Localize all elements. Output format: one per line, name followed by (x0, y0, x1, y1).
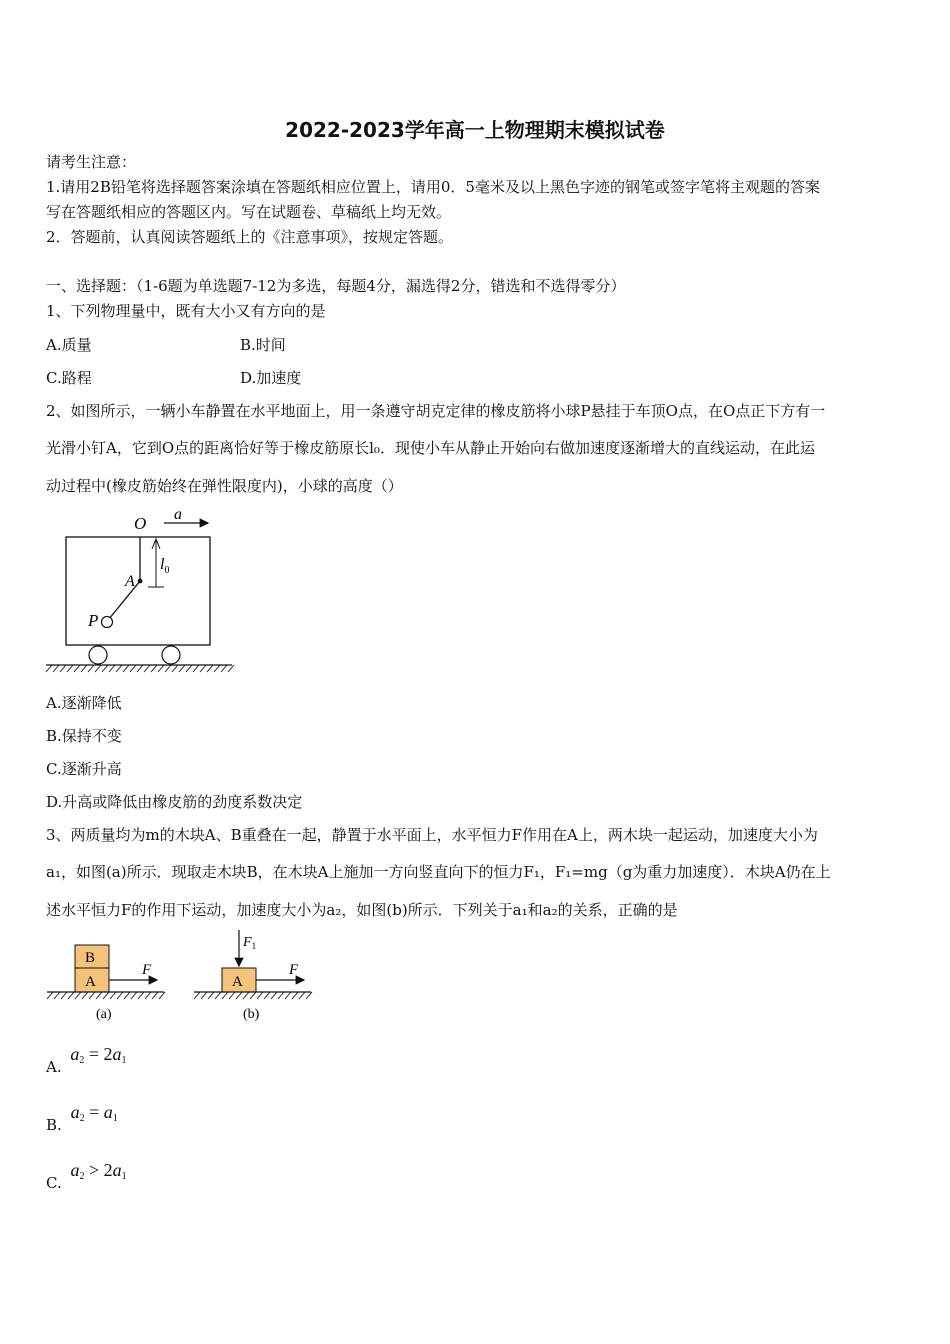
hatch-stroke (179, 665, 185, 672)
q3-stem-line3: 述水平恒力F的作用下运动，加速度大小为a₂，如图(b)所示．下列关于a₁和a₂的关系，正确的是 (46, 901, 678, 919)
block-A-label-b: A (232, 974, 243, 990)
hatch-stroke (124, 992, 130, 999)
hatch-stroke (159, 992, 165, 999)
hatch-stroke (207, 665, 213, 672)
ball-P (102, 617, 113, 628)
hatch-stroke (194, 992, 200, 999)
q2-cart-figure (40, 505, 240, 680)
block-A-label-a: A (85, 974, 96, 990)
hatch-stroke (138, 992, 144, 999)
fig-label-A: A (125, 573, 135, 590)
hatch-stroke (95, 665, 101, 672)
hatch-stroke (116, 665, 122, 672)
hatch-stroke (228, 665, 234, 672)
q2-stem-line1: 2、如图所示，一辆小车静置在水平地面上，用一条遵守胡克定律的橡皮筋将小球P悬挂于车顶O点，在O点正下方有一 (46, 402, 826, 420)
hatch-stroke (110, 992, 116, 999)
q3-stem-line2: a₁，如图(a)所示．现取走木块B，在木块A上施加一方向竖直向下的恒力F₁，F₁=mg（g为重力加速度）．木块A仍在上 (46, 863, 831, 881)
hatch-stroke (46, 665, 52, 672)
hatch-stroke (145, 992, 151, 999)
notice-line2: 2．答题前，认真阅读答题纸上的《注意事项》，按规定答题。 (46, 228, 454, 246)
q2-option-d: D.升高或降低由橡皮筋的劲度系数决定 (46, 793, 303, 811)
page-title: 2022-2023学年高一上物理期末模拟试卷 (285, 118, 665, 142)
q1-stem: 1、下列物理量中，既有大小又有方向的是 (46, 302, 326, 320)
hatch-stroke (165, 665, 171, 672)
fig-label-O: O (134, 514, 147, 533)
hatch-stroke (131, 992, 137, 999)
q1-option-b: B.时间 (240, 336, 286, 354)
hatch-stroke (109, 665, 115, 672)
block-B-label: B (85, 950, 96, 966)
q1-option-d: D.加速度 (240, 369, 302, 387)
fig-label-a: a (174, 506, 182, 523)
hatch-stroke (221, 665, 227, 672)
hatch-stroke (96, 992, 102, 999)
q2-stem-line3: 动过程中(橡皮筋始终在弹性限度内)，小球的高度（） (46, 477, 403, 495)
hatch-stroke (158, 665, 164, 672)
notice-heading: 请考生注意： (46, 153, 137, 171)
hatch-stroke (82, 992, 88, 999)
ground-hatching (46, 665, 234, 672)
force-F-label-b: F (289, 962, 299, 978)
q2-option-a: A.逐渐降低 (46, 694, 122, 712)
hatch-stroke (292, 992, 298, 999)
cart-wheel-left (89, 646, 107, 664)
q2-option-b: B.保持不变 (46, 727, 122, 745)
fig-label-l0: $l_0$ (160, 556, 170, 576)
hatch-stroke (229, 992, 235, 999)
hatch-stroke (130, 665, 136, 672)
hatch-stroke (144, 665, 150, 672)
hatch-stroke (285, 992, 291, 999)
caption-b: (b) (243, 1007, 260, 1022)
hatch-stroke (208, 992, 214, 999)
nail-A (138, 579, 143, 584)
hatch-stroke (68, 992, 74, 999)
hatch-stroke (257, 992, 263, 999)
hatch-stroke (193, 665, 199, 672)
hatch-stroke (306, 992, 312, 999)
hatch-stroke (236, 992, 242, 999)
hatch-stroke (299, 992, 305, 999)
hatch-stroke (201, 992, 207, 999)
hatch-stroke (102, 665, 108, 672)
hatch-stroke (152, 992, 158, 999)
hatch-stroke (215, 992, 221, 999)
hatch-stroke (278, 992, 284, 999)
q1-option-a: A.质量 (46, 336, 92, 354)
hatch-stroke (103, 992, 109, 999)
hatch-stroke (222, 992, 228, 999)
hatch-stroke (61, 992, 67, 999)
force-F-label-a: F (142, 962, 152, 978)
hatch-stroke (214, 665, 220, 672)
hatch-stroke (54, 992, 60, 999)
hatch-stroke (67, 665, 73, 672)
section-heading: 一、选择题：（1-6题为单选题7-12为多选，每题4分，漏选得2分，错选和不选得零分） (46, 277, 626, 295)
q3-stem-line1: 3、两质量均为m的木块A、B重叠在一起，静置于水平面上，水平恒力F作用在A上，两木块一起运动，加速度大小为 (46, 826, 818, 844)
hatch-stroke (250, 992, 256, 999)
hatch-stroke (53, 665, 59, 672)
hatch-stroke (81, 665, 87, 672)
caption-a: (a) (96, 1007, 112, 1022)
hatch-stroke (172, 665, 178, 672)
hatch-stroke (200, 665, 206, 672)
hatch-stroke (271, 992, 277, 999)
q1-option-c: C.路程 (46, 369, 92, 387)
hatch-stroke (186, 665, 192, 672)
hatch-stroke (117, 992, 123, 999)
q2-option-c: C.逐渐升高 (46, 760, 122, 778)
notice-line1b: 写在答题纸相应的答题区内。写在试题卷、草稿纸上均无效。 (46, 203, 452, 221)
hatch-stroke (123, 665, 129, 672)
hatch-stroke (88, 665, 94, 672)
hatch-stroke (74, 665, 80, 672)
q3-option-c: C. $a_2 > 2a_1$ (46, 1160, 127, 1192)
notice-line1a: 1.请用2B铅笔将选择题答案涂填在答题纸相应位置上，请用0．5毫米及以上黑色字迹的钢笔或签字笔将主观题的答案 (46, 178, 820, 196)
hatch-stroke (60, 665, 66, 672)
force-F1-label: $F_1$ (243, 935, 257, 951)
hatch-stroke (75, 992, 81, 999)
hatch-stroke (137, 665, 143, 672)
q3-option-a: A. $a_2 = 2a_1$ (46, 1044, 127, 1076)
hatch-stroke (243, 992, 249, 999)
q3-option-b: B. $a_2 = a_1$ (46, 1102, 118, 1134)
hatch-stroke (264, 992, 270, 999)
fig-label-P: P (88, 611, 99, 630)
hatch-stroke (47, 992, 53, 999)
cart-wheel-right (162, 646, 180, 664)
q2-stem-line2: 光滑小钉A，它到O点的距离恰好等于橡皮筋原长l₀．现使小车从静止开始向右做加速度逐渐增大的直线运动，在此运 (46, 439, 815, 457)
hatch-stroke (151, 665, 157, 672)
hatch-stroke (89, 992, 95, 999)
q3-blocks-figure (44, 928, 316, 1024)
